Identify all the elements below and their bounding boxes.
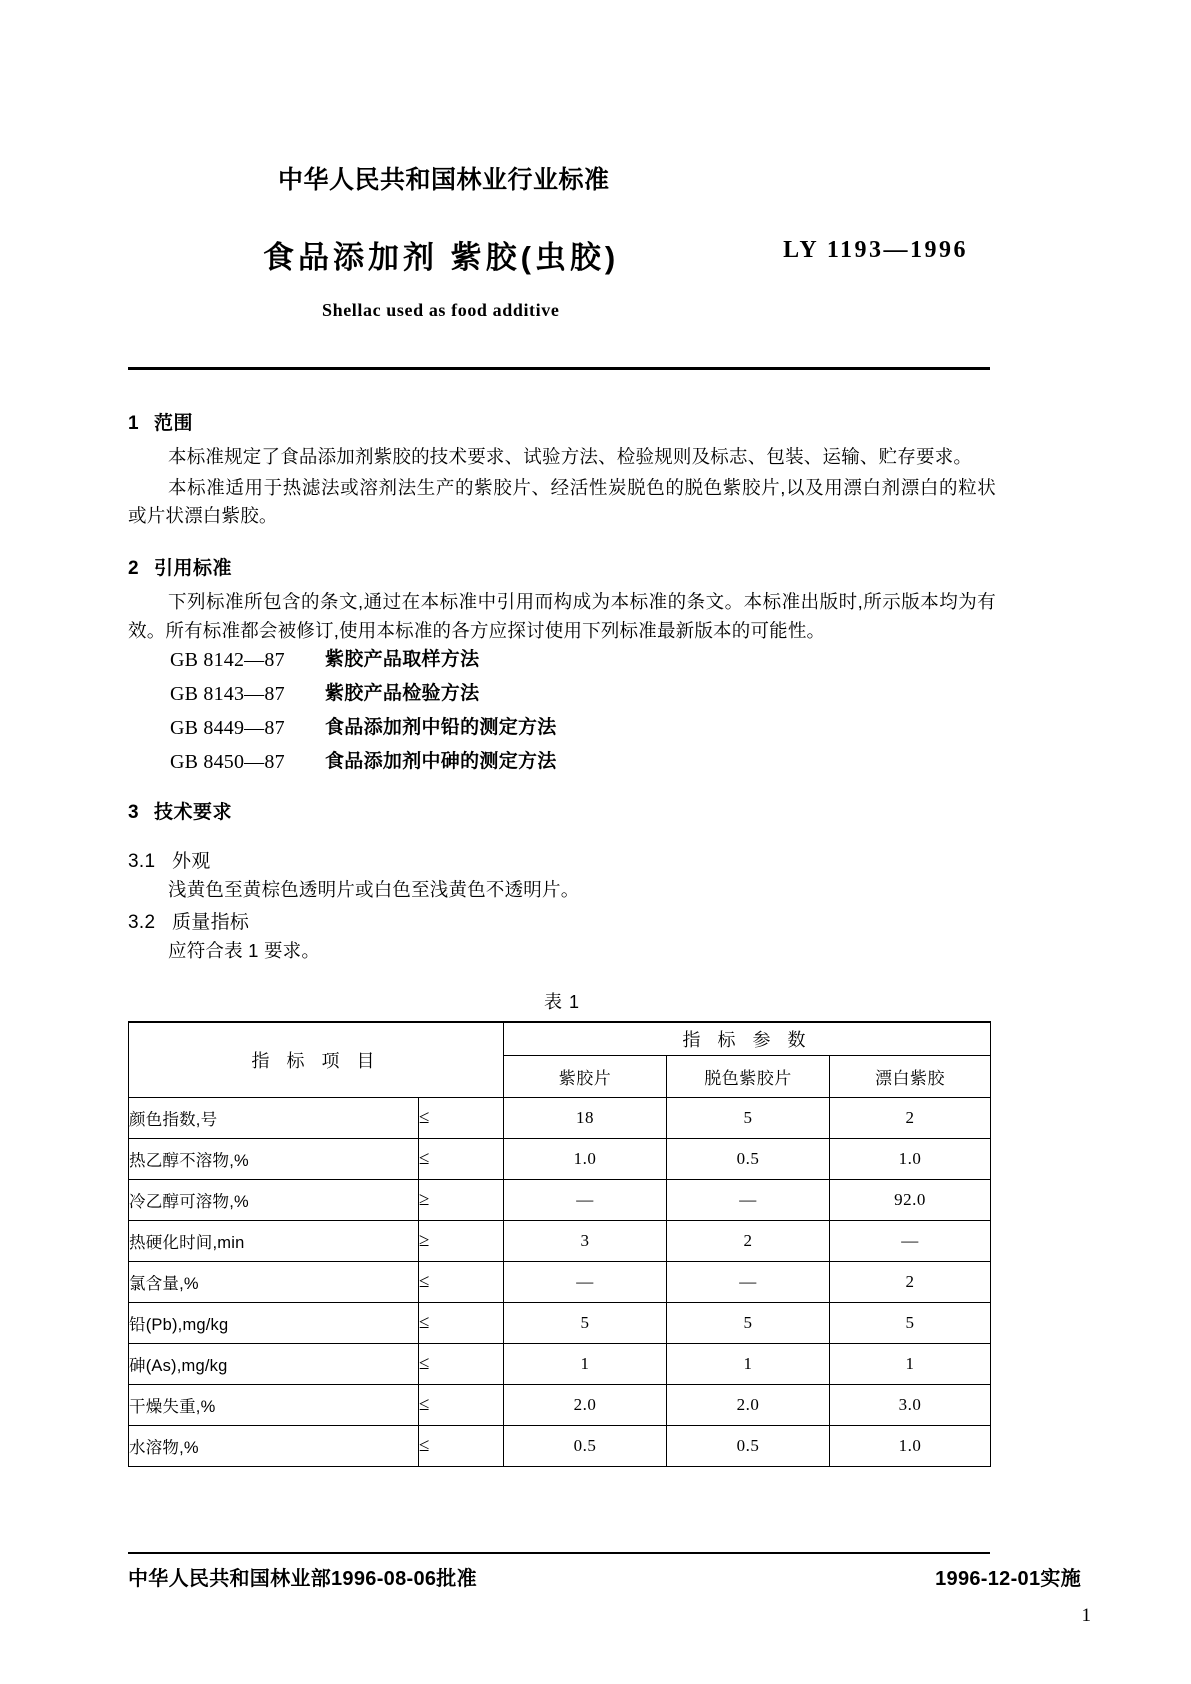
row-value-1: 0.5 [504,1426,667,1467]
row-value-1: 3 [504,1221,667,1262]
section-1-heading [128,408,996,435]
table-header-parameter-group: 指 标 参 数 [504,1022,991,1056]
table-header-sub-1: 紫胶片 [504,1056,667,1098]
section-3-2-title: 质量指标 [172,912,250,934]
footer-divider [128,1552,990,1554]
table-header-sub-2: 脱色紫胶片 [667,1056,830,1098]
row-value-2: 2.0 [667,1385,830,1426]
row-value-1: 1 [504,1344,667,1385]
row-operator: ≤ [419,1344,504,1385]
section-1-paragraph-2: 本标准适用于热滤法或溶剂法生产的紫胶片、经活性炭脱色的脱色紫胶片,以及用漂白剂漂白的粒状或片状漂白紫胶。 [128,476,996,527]
table-header-row-1 [129,1022,991,1056]
header-divider [128,367,990,370]
section-2-title: 引用标准 [154,558,233,580]
row-value-3: 92.0 [830,1180,991,1221]
row-operator: ≤ [419,1385,504,1426]
row-value-2: — [667,1262,830,1303]
reference-title: 食品添加剂中砷的测定方法 [325,751,557,773]
approval-statement: 中华人民共和国林业部1996-08-06批准 [128,1568,477,1590]
table-caption: 表 1 [543,991,580,1012]
row-value-3: 1.0 [830,1426,991,1467]
reference-title: 食品添加剂中铅的测定方法 [325,717,557,739]
table-row [129,1303,991,1344]
list-item [128,647,996,674]
row-operator: ≤ [419,1098,504,1139]
section-3-heading [128,797,996,824]
title-row [130,232,1060,274]
section-3-1-heading [128,846,996,873]
row-operator: ≥ [419,1221,504,1262]
list-item [128,681,996,708]
row-item-label: 铅(Pb),mg/kg [129,1303,419,1344]
row-item-label: 氯含量,% [129,1262,419,1303]
specification-table [128,1021,991,1468]
row-value-3: — [830,1221,991,1262]
row-item-label: 颜色指数,号 [129,1098,419,1139]
reference-code: GB 8449—87 [170,717,285,740]
row-value-2: 5 [667,1098,830,1139]
section-3-1-number: 3.1 [128,851,156,873]
referenced-standards-list [128,647,996,776]
row-operator: ≤ [419,1139,504,1180]
page-number: 1 [1081,1605,1091,1626]
table-header-item-column: 指 标 项 目 [129,1022,504,1098]
table-row [129,1139,991,1180]
table-row [129,1344,991,1385]
reference-code: GB 8450—87 [170,751,285,774]
row-value-2: 0.5 [667,1426,830,1467]
section-3-1-title: 外观 [172,851,211,873]
table-row [129,1098,991,1139]
section-3-number: 3 [128,802,140,824]
row-value-1: — [504,1180,667,1221]
row-item-label: 砷(As),mg/kg [129,1344,419,1385]
row-value-1: — [504,1262,667,1303]
table-row [129,1426,991,1467]
section-2-paragraph-1: 下列标准所包含的条文,通过在本标准中引用而构成为本标准的条文。本标准出版时,所示版本均为有效。所有标准都会被修订,使用本标准的各方应探讨使用下列标准最新版本的可能性。 [128,591,996,641]
row-value-3: 2 [830,1098,991,1139]
table-row [129,1262,991,1303]
row-value-3: 5 [830,1303,991,1344]
spacer [128,533,996,553]
section-3-1-paragraph-1: 浅黄色至黄棕色透明片或白色至浅黄色不透明片。 [168,879,580,901]
row-item-label: 热乙醇不溶物,% [129,1139,419,1180]
row-value-1: 2.0 [504,1385,667,1426]
row-item-label: 水溶物,% [129,1426,419,1467]
table-row [129,1385,991,1426]
section-1-paragraph-1: 本标准规定了食品添加剂紫胶的技术要求、试验方法、检验规则及标志、包装、运输、贮存要求。 [168,446,973,467]
row-item-label: 热硬化时间,min [129,1221,419,1262]
table-row [129,1180,991,1221]
spacer [128,832,996,846]
row-value-2: 2 [667,1221,830,1262]
document-title-cn: 食品添加剂 紫胶(虫胶) [263,240,620,275]
row-operator: ≥ [419,1180,504,1221]
row-value-3: 1 [830,1344,991,1385]
section-1-title: 范围 [154,413,194,434]
section-3-2-heading [128,907,996,934]
reference-code: GB 8142—87 [170,649,285,672]
row-value-3: 2 [830,1262,991,1303]
row-operator: ≤ [419,1262,504,1303]
row-item-label: 干燥失重,% [129,1385,419,1426]
list-item [128,749,996,776]
row-value-2: 0.5 [667,1139,830,1180]
row-value-3: 1.0 [830,1139,991,1180]
issuing-organization: 中华人民共和国林业行业标准 [278,166,610,194]
document-body [128,408,996,1467]
list-item [128,715,996,742]
table-header-sub-3: 漂白紫胶 [830,1056,991,1098]
reference-title: 紫胶产品取样方法 [325,649,480,671]
row-value-1: 1.0 [504,1139,667,1180]
row-value-2: — [667,1180,830,1221]
row-value-1: 5 [504,1303,667,1344]
table-row [129,1221,991,1262]
spacer [128,783,996,797]
row-operator: ≤ [419,1303,504,1344]
row-value-2: 5 [667,1303,830,1344]
document-title-en: Shellac used as food additive [322,300,560,320]
row-item-label: 冷乙醇可溶物,% [129,1180,419,1221]
row-value-2: 1 [667,1344,830,1385]
section-3-title: 技术要求 [154,802,233,824]
row-operator: ≤ [419,1426,504,1467]
section-2-number: 2 [128,558,140,580]
section-2-heading [128,553,996,580]
implementation-date: 1996-12-01实施 [935,1568,1081,1590]
standard-number: LY 1193—1996 [783,237,968,263]
row-value-1: 18 [504,1098,667,1139]
section-1-number: 1 [128,413,140,434]
reference-title: 紫胶产品检验方法 [325,683,480,705]
section-3-2-paragraph-1: 应符合表 1 要求。 [168,940,321,962]
section-3-2-number: 3.2 [128,912,156,934]
row-value-3: 3.0 [830,1385,991,1426]
reference-code: GB 8143—87 [170,683,285,706]
